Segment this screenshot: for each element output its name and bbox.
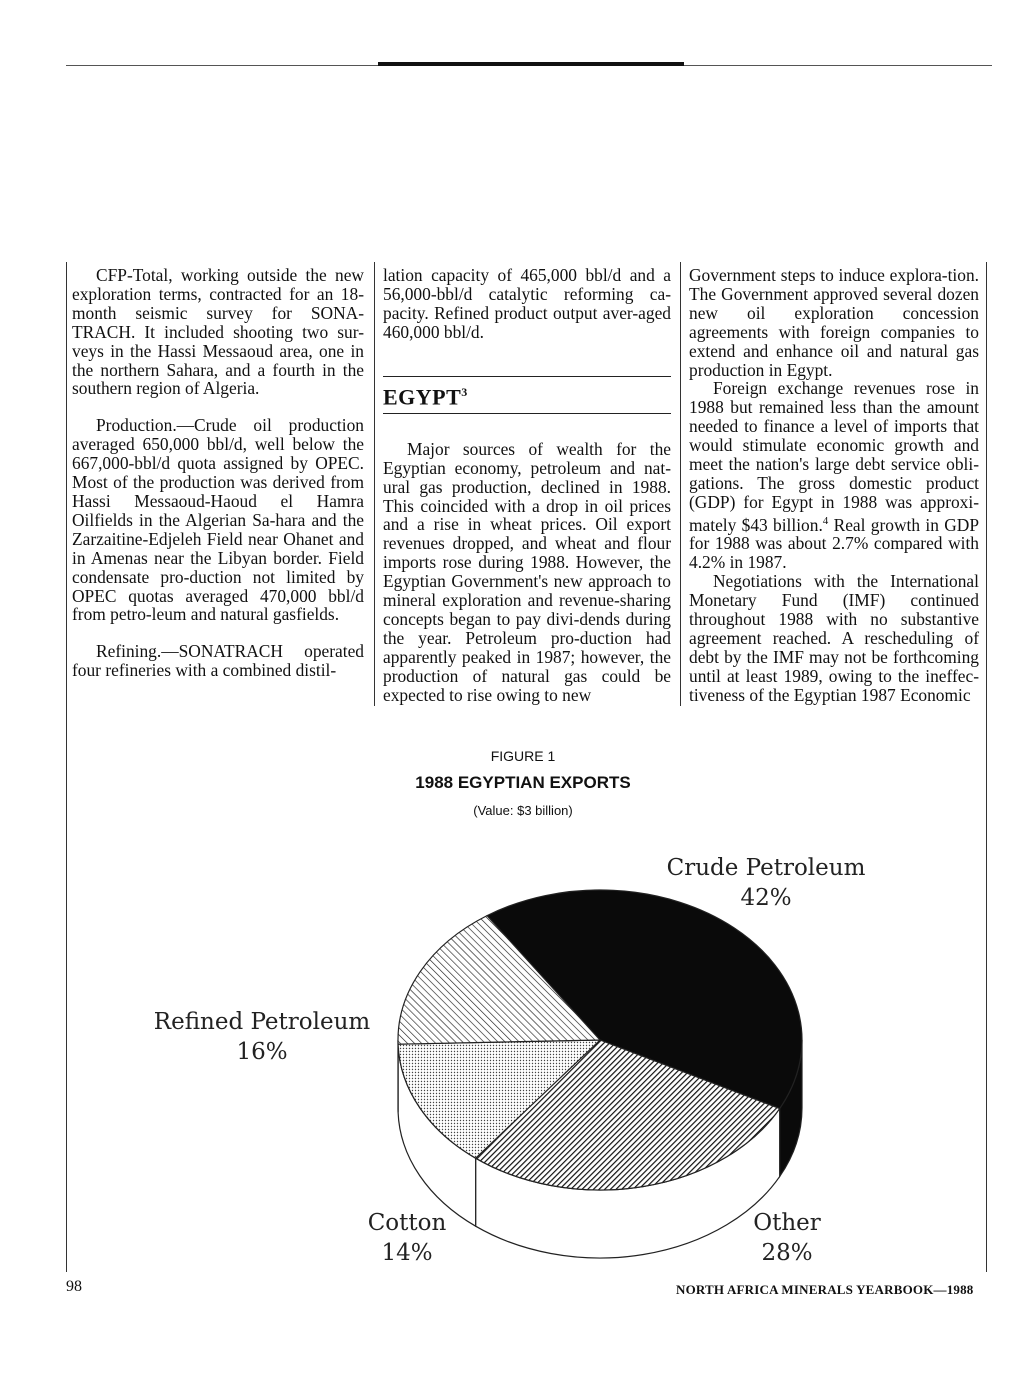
pie-value-crude-petroleum: 42%	[740, 885, 792, 911]
paragraph-production: Production.—Crude oil production averaged 650,000 bbl/d, well below the 667,000-bbl/d quota assigned by OPEC. Most of the production was derived from Hassi Messaoud-Haoud el Hamra Oilfields in the Algerian Sa-hara and the Zarzaitine-Edjeleh Field near Ohanet and in Amenas near the Libyan border. Field condensate pro-duction not limited by OPEC quotas averaged 470,000 bbl/d from petro-leum and natural gasfields.	[72, 415, 364, 625]
paragraph-refining: Refining.—SONATRACH operated four refineries with a combined distil-	[72, 641, 364, 681]
figure-title: 1988 EGYPTIAN EXPORTS	[415, 773, 631, 792]
figure-subtitle: (Value: $3 billion)	[473, 803, 573, 818]
paragraph: Major sources of wealth for the Egyptian economy, petroleum and nat-ural gas production, declined in 1988. This coincided with a drop in oil prices and a rise in wheat prices. Oil export revenues dropped, and wheat and flour imports rose during 1988. However, the Egyptian Government's new approach to mineral exploration and revenue-sharing concepts began to pay divi-dends during the year. Petroleum pro-duction had apparently peaked in 1987; however, the production of natural gas could be expected to rise owing to new	[383, 438, 671, 705]
pie-value-refined-petroleum: 16%	[236, 1039, 288, 1065]
pie-value-other: 28%	[761, 1240, 813, 1266]
pie-label-cotton: Cotton	[367, 1210, 447, 1236]
section-heading-egypt: EGYPT$^3$	[383, 383, 468, 409]
paragraph-imf: Negotiations with the International Monetary Fund (IMF) continued throughout 1988 with no substantive agreement reached. A rescheduling of debt by the IMF may not be forthcoming until at least 1989, owing to the ineffec-tiveness of the Egyptian 1987 Economic	[689, 571, 979, 705]
page-number: 98	[66, 1278, 82, 1295]
figure-label: FIGURE 1	[490, 748, 556, 764]
paragraph: lation capacity of 465,000 bbl/d and a 56,000-bbl/d catalytic reforming ca-pacity. Refined product output aver-aged 460,000 bbl/d.	[383, 265, 671, 342]
pie-label-other: Other	[753, 1210, 821, 1236]
pie-label-refined-petroleum: Refined Petroleum	[153, 1009, 371, 1035]
pie-label-crude-petroleum: Crude Petroleum	[666, 855, 866, 881]
pie-value-cotton: 14%	[381, 1240, 433, 1266]
paragraph: Government steps to induce explora-tion. The Government approved several dozen new oil exploration concession agreements with foreign companies to extend and enhance oil and natural gas production in Egypt.	[689, 265, 979, 380]
footer-title: NORTH AFRICA MINERALS YEARBOOK—1988	[676, 1282, 974, 1297]
paragraph: CFP-Total, working outside the new exploration terms, contracted for an 18-month seismic survey for SONA-TRACH. It included shooting two sur-veys in the Hassi Messaoud area, one in the northern Sahara, and a fourth in the southern region of Algeria.	[72, 265, 364, 399]
paragraph-foreign-exchange: Foreign exchange revenues rose in 1988 but remained less than the amount needed to finance a level of imports that would stimulate economic growth and meet the nation's large debt service obli-gations. The gross domestic product (GDP) for Egypt in 1988 was approxi-mately $43 billion.$^4$ Real growth in GDP for 1988 was about 2.7% compared with 4.2% in 1987.	[689, 378, 979, 573]
pie-body	[398, 890, 802, 1258]
